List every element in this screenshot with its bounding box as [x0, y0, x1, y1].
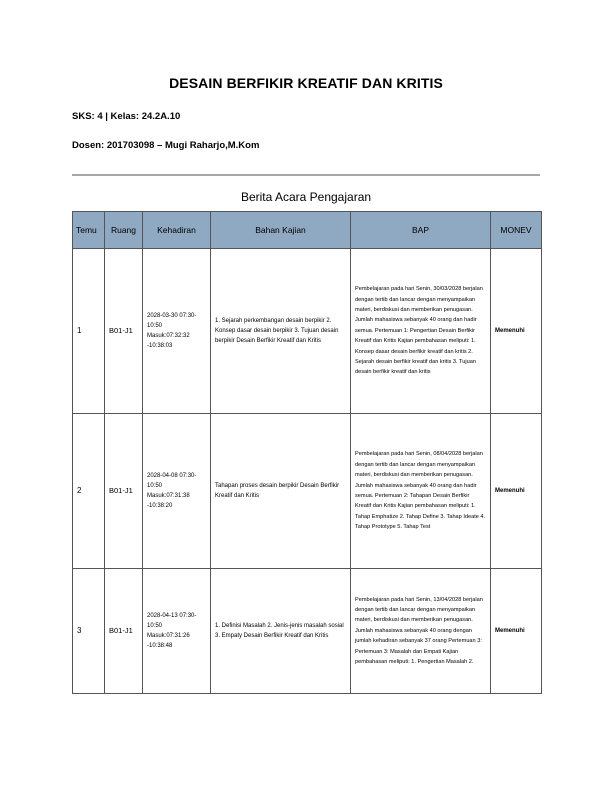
lecturer-info: Dosen: 201703098 – Mugi Raharjo,M.Kom [72, 140, 260, 151]
header-monev: MONEV [491, 212, 542, 249]
cell-bahan-kajian: 1. Sejarah perkembangan desain berpikir 2. Konsep dasar desain berpikir 3. Tujuan desain berpikir Desain Berfikir Kreatif dan Kritis [211, 249, 351, 414]
cell-ruang: B01-J1 [105, 414, 143, 569]
cell-bahan-kajian: 1. Definisi Masalah 2. Jenis-jenis masalah sosial 3. Empaty Desain Berfikir Kreatif dan Kritis [211, 569, 351, 694]
cell-temu: 2 [73, 414, 105, 569]
table-row [73, 414, 542, 569]
header-kehadiran: Kehadiran [143, 212, 211, 249]
teaching-report-table [72, 211, 542, 694]
table-header-row [73, 212, 542, 249]
cell-kehadiran: 2028-04-13 07:30-10:50 Masuk:07:31:26 -10:38:48 [143, 569, 211, 694]
cell-monev: Memenuhi [491, 249, 542, 414]
cell-temu: 1 [73, 249, 105, 414]
header-bahan-kajian: Bahan Kajian [211, 212, 351, 249]
cell-bahan-kajian: Tahapan proses desain berpikir Desain Berfikir Kreatif dan Kritis [211, 414, 351, 569]
cell-bap: Pembelajaran pada hari Senin, 30/03/2028 berjalan dengan tertib dan lancar dengan menyampaikan materi, berdiskusi dan memberikan penugasan. Jumlah mahasiswa sebanyak 40 orang dan hadir semua. Pertemuan 1: Pengertian Desain Berfikir Kreatif dan Kritis Kajian pembahasan meliputi: 1. Konsep dasar desain berfikir kreatif dan kritis 2. Sejarah desain berfikir kreatif dan kritis 3. Tujuan desain berfikir kreatif dan kritis [351, 249, 491, 414]
table-row [73, 249, 542, 414]
cell-ruang: B01-J1 [105, 249, 143, 414]
cell-bap: Pembelajaran pada hari Senin, 08/04/2028 berjalan dengan tertib dan lancar dengan menyampaikan materi, berdiskusi dan memberikan penugasan. Jumlah mahasiswa sebanyak 40 orang dan hadir semua. Pertemuan 2: Tahapan Desain Berfikir Kreatif dan Kritis Kajian pembahasan meliputi: 1. Tahap Emphatize 2. Tahap Define 3. Tahap Ideate 4. Tahap Prototype 5. Tahap Test [351, 414, 491, 569]
table-caption: Berita Acara Pengajaran [240, 190, 372, 204]
table-row [73, 569, 542, 694]
cell-kehadiran: 2028-03-30 07:30-10:50 Masuk:07:32:32 -10:38:03 [143, 249, 211, 414]
horizontal-divider [72, 174, 540, 176]
header-ruang: Ruang [105, 212, 143, 249]
sks-class-info: SKS: 4 | Kelas: 24.2A.10 [72, 111, 181, 122]
document-title: DESAIN BERFIKIR KREATIF DAN KRITIS [169, 75, 443, 91]
cell-temu: 3 [73, 569, 105, 694]
cell-bap: Pembelajaran pada hari Senin, 13/04/2028 berjalan dengan tertib dan lancar dengan menyampaikan materi, berdiskusi dan memberikan penugasan. Jumlah mahasiswa sebanyak 40 orang dengan jumlah kehadiran sebanyak 37 orang Pertemuan 3: Pertemuan 3: Masalah dan Empati Kajian pembahasan meliputi: 1. Pengertian Masalah 2. [351, 569, 491, 694]
cell-monev: Memenuhi [491, 569, 542, 694]
header-temu: Temu [73, 212, 105, 249]
cell-ruang: B01-J1 [105, 569, 143, 694]
cell-kehadiran: 2028-04-08 07:30-10:50 Masuk:07:31:38 -10:38:20 [143, 414, 211, 569]
header-bap: BAP [351, 212, 491, 249]
cell-monev: Memenuhi [491, 414, 542, 569]
